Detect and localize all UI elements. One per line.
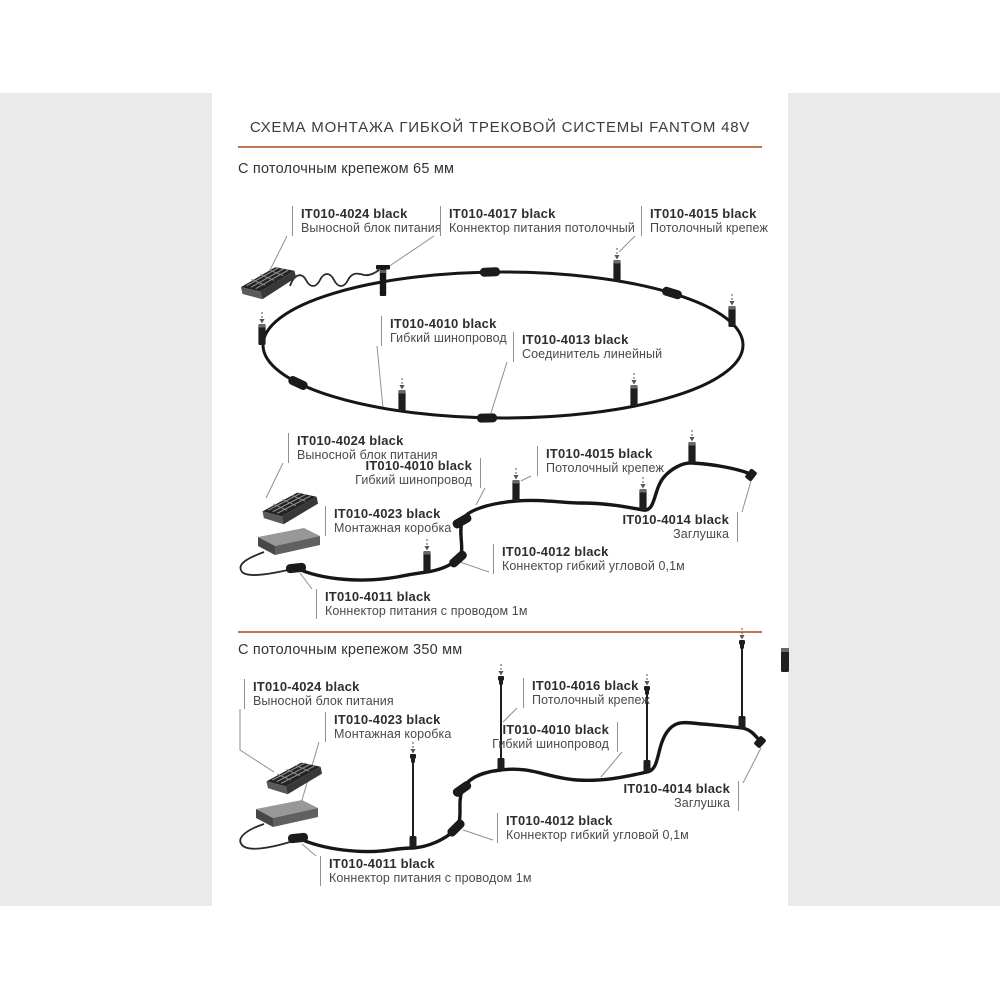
part-label-4010: IT010-4010 black Гибкий шинопровод [381, 316, 507, 346]
ceiling-mount-icon [423, 539, 430, 572]
ceiling-mount-icon [630, 373, 637, 406]
linear-connector-icon [661, 286, 683, 300]
ceiling-mount-icon [639, 477, 646, 510]
power-supply-icon [260, 489, 321, 528]
section-heading-350: С потолочным крепежом 350 мм [238, 642, 463, 658]
end-cap-icon [744, 468, 757, 482]
part-label-4011: IT010-4011 black Коннектор питания с проводом 1м [316, 589, 528, 619]
ceiling-mount-icon [688, 430, 695, 463]
suspension-rod-icon [498, 664, 505, 770]
part-label-4015: IT010-4015 black Потолочный крепеж [537, 446, 664, 476]
linear-connector-icon [477, 413, 497, 422]
mounting-box-icon [258, 528, 320, 555]
ceiling-mount-icon [613, 248, 620, 281]
part-label-4011: IT010-4011 black Коннектор питания с проводом 1м [320, 856, 532, 886]
ceiling-mount-icon [398, 378, 405, 411]
part-label-4010: IT010-4010 black Гибкий шинопровод [355, 458, 481, 488]
part-label-4017: IT010-4017 black Коннектор питания потолочный [440, 206, 635, 236]
linear-connector-icon [287, 375, 309, 392]
mounting-box-icon [256, 800, 318, 827]
part-label-4012: IT010-4012 black Коннектор гибкий угловой 0,1м [497, 813, 689, 843]
page-title: СХЕМА МОНТАЖА ГИБКОЙ ТРЕКОВОЙ СИСТЕМЫ FANTOM 48V [249, 119, 751, 136]
part-label-4013: IT010-4013 black Соединитель линейный [513, 332, 662, 362]
ceiling-mount-icon [728, 294, 735, 327]
power-supply-icon [264, 759, 325, 798]
part-label-4015: IT010-4015 black Потолочный крепеж [641, 206, 768, 236]
part-label-4010: IT010-4010 black Гибкий шинопровод [492, 722, 618, 752]
part-label-4023: IT010-4023 black Монтажная коробка [325, 712, 451, 742]
ceiling-mount-icon [258, 312, 265, 345]
section-heading-65: С потолочным крепежом 65 мм [238, 161, 455, 177]
diagram-run-350mm [212, 626, 792, 892]
linear-connector-icon [480, 267, 500, 277]
suspension-rod-icon [410, 742, 417, 848]
part-label-4014: IT010-4014 black Заглушка [622, 512, 738, 542]
part-label-4016: IT010-4016 black Потолочный крепеж [523, 678, 650, 708]
part-label-4024: IT010-4024 black Выносной блок питания [292, 206, 442, 236]
part-label-4024: IT010-4024 black Выносной блок питания [244, 679, 394, 709]
ceiling-mount-icon [512, 468, 519, 501]
part-label-4024: IT010-4024 black Выносной блок питания [288, 433, 438, 463]
section-divider [238, 146, 762, 148]
suspension-rod-icon [739, 628, 746, 728]
part-label-4023: IT010-4023 black Монтажная коробка [325, 506, 451, 536]
part-label-4014: IT010-4014 black Заглушка [623, 781, 739, 811]
ceiling-mount-detail-icon [781, 648, 789, 672]
part-label-4012: IT010-4012 black Коннектор гибкий угловой 0,1м [493, 544, 685, 574]
